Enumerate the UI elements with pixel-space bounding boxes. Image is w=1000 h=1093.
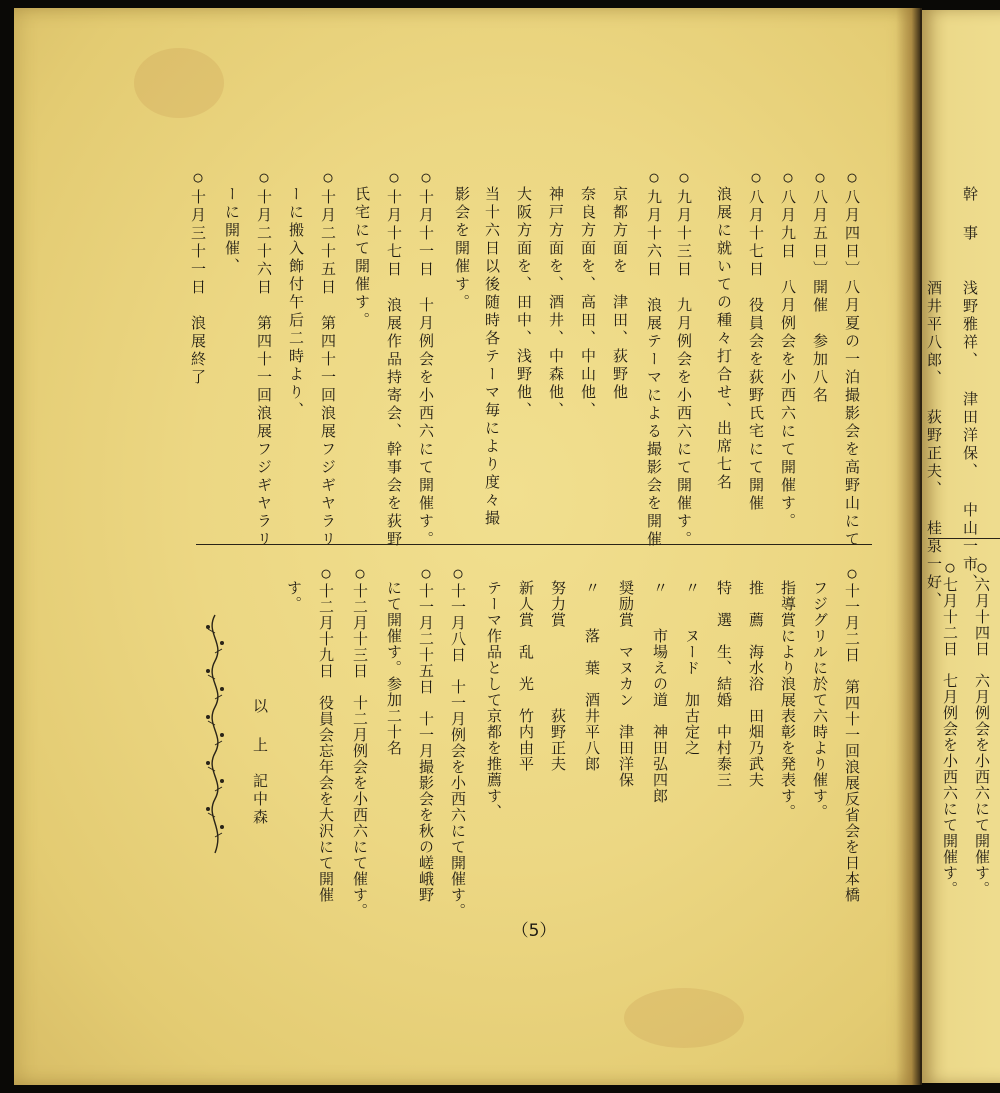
text-column: 指導賞により浪展表彰を発表す。: [779, 564, 797, 820]
decorative-vine-ornament: [200, 613, 230, 855]
text-column: 努力賞 荻野正夫: [549, 564, 567, 772]
text-column: 大阪方面を、田中、浅野他、: [515, 168, 533, 420]
section-divider: [928, 538, 1000, 539]
text-column: 浪展に就いての種々打合せ、出席七名: [715, 168, 733, 492]
text-column: ○十月十七日 浪展作品持寄会、幹事会を荻野: [385, 168, 403, 549]
text-column: ーに搬入飾付午后二時より、: [287, 168, 305, 420]
text-column: ○八月十七日 役員会を荻野氏宅にて開催: [747, 168, 765, 513]
text-column: ○八月九日 八月例会を小西六にて開催す。: [779, 168, 797, 531]
spine-shadow: [896, 8, 922, 1085]
text-column: ○十月十一日 十月例会を小西六にて開催す。: [417, 168, 435, 549]
text-column: ○十一月二日 第四十一回浪展反省会を日本橋: [843, 564, 861, 903]
text-column: 奈良方面を、高田、中山他、: [579, 168, 597, 420]
text-column: 酒井平八郎、 荻野正夫、 桂泉一好、: [925, 280, 943, 610]
text-column: ○七月十二日 七月例会を小西六にて開催す。: [941, 558, 959, 897]
text-column: ○八月五日〕開催 参加八名: [811, 168, 829, 405]
text-column: ○十一月八日 十一月例会を小西六にて開催す。: [449, 564, 467, 919]
text-column: ○六月十四日 六月例会を小西六にて開催す。: [973, 558, 991, 897]
section-divider: [196, 544, 872, 545]
page-number: （5）: [511, 921, 557, 941]
text-column: ○十月二十五日 第四十一回浪展フジギヤラリ: [319, 168, 337, 549]
text-column: テーマ作品として京都を推薦す、: [485, 564, 503, 820]
text-column: 当十六日以後随時各テーマ毎により度々撮: [483, 168, 501, 528]
signature: 以 上 記中森: [251, 698, 269, 827]
text-column: す。: [285, 564, 303, 612]
text-column: 影会を開催す。: [453, 168, 471, 312]
left-page: [14, 8, 920, 1085]
text-column: 氏宅にて開催す。: [353, 168, 371, 330]
paper-stain: [134, 48, 224, 118]
text-column: ○十二月十九日 役員会忘年会を大沢にて開催: [317, 564, 335, 903]
text-column: ○十月二十六日 第四十一回浪展フジギヤラリ: [255, 168, 273, 549]
paper-stain: [624, 988, 744, 1048]
text-column: ○九月十六日 浪展テーマによる撮影会を開催: [645, 168, 663, 549]
text-column: ○十一月二十五日 十一月撮影会を秋の嵯峨野: [417, 564, 435, 903]
text-column: 奨励賞 マヌカン 津田洋保: [617, 564, 635, 788]
text-column: ○八月四日〕八月夏の一泊撮影会を高野山にて: [843, 168, 861, 549]
text-column: 幹 事: [961, 186, 979, 243]
text-column: 神戸方面を、酒井、中森他、: [547, 168, 565, 420]
text-column: ーに開催、: [223, 168, 241, 276]
text-column: ○十月三十一日 浪展終了: [189, 168, 207, 387]
text-column: 京都方面を 津田、荻野他: [611, 168, 629, 402]
text-column: ○九月十三日 九月例会を小西六にて開催す。: [675, 168, 693, 549]
text-column: 特 選 生、結婚 中村泰三: [715, 564, 733, 788]
text-column: にて開催す。参加二十名: [385, 564, 403, 756]
text-column: フジグリルに於て六時より催す。: [811, 564, 829, 820]
text-column: 〃 市場えの道 神田弘四郎: [651, 564, 669, 804]
text-column: 新人賞 乱 光 竹内由平: [517, 564, 535, 772]
text-column: 推 薦 海水浴 田畑乃武夫: [747, 564, 765, 788]
right-page: [922, 10, 1000, 1083]
text-column: 〃 ヌード 加古定之: [683, 564, 701, 756]
text-column: 〃 落 葉 酒井平八郎: [583, 564, 601, 772]
text-column: 浅野雅祥、 津田洋保、 中山一市、: [961, 280, 979, 592]
text-column: ○十二月十三日 十二月例会を小西六にて催す。: [351, 564, 369, 919]
